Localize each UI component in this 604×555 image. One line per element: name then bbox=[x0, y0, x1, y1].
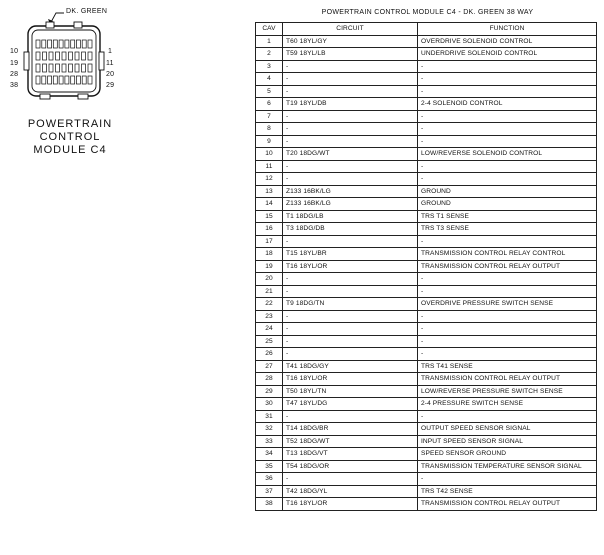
pin-cavity bbox=[71, 76, 75, 84]
function-cell: TRANSMISSION TEMPERATURE SENSOR SIGNAL bbox=[418, 460, 597, 473]
table-row bbox=[256, 198, 597, 211]
circuit-cell: T47 18YL/DG bbox=[283, 398, 418, 411]
pin-cavity bbox=[36, 52, 40, 60]
cav-cell: 38 bbox=[256, 498, 283, 511]
pin-cavity bbox=[48, 40, 52, 48]
table-row bbox=[256, 173, 597, 186]
table-row bbox=[256, 385, 597, 398]
cav-cell: 14 bbox=[256, 198, 283, 211]
function-cell: - bbox=[418, 323, 597, 336]
function-cell: OVERDRIVE PRESSURE SWITCH SENSE bbox=[418, 298, 597, 311]
function-cell: - bbox=[418, 110, 597, 123]
cav-cell: 21 bbox=[256, 285, 283, 298]
connector-title-line-3: MODULE C4 bbox=[33, 144, 107, 156]
header-cav: CAV bbox=[256, 23, 283, 36]
circuit-cell: - bbox=[283, 73, 418, 86]
pin-cavity bbox=[69, 64, 73, 72]
function-cell: TRS T41 SENSE bbox=[418, 360, 597, 373]
pin-cavity bbox=[53, 40, 57, 48]
cav-cell: 22 bbox=[256, 298, 283, 311]
connector-color-callout: DK. GREEN bbox=[66, 8, 108, 15]
pin-label-left-1: 10 bbox=[10, 48, 19, 55]
pin-cavity bbox=[43, 52, 47, 60]
function-cell: - bbox=[418, 173, 597, 186]
cav-cell: 30 bbox=[256, 398, 283, 411]
table-row bbox=[256, 73, 597, 86]
table-row bbox=[256, 298, 597, 311]
cav-cell: 11 bbox=[256, 160, 283, 173]
pin-label-right-2: 11 bbox=[106, 60, 114, 67]
function-cell: - bbox=[418, 135, 597, 148]
function-cell: TRANSMISSION CONTROL RELAY OUTPUT bbox=[418, 260, 597, 273]
pin-label-right-3: 20 bbox=[106, 71, 115, 78]
cav-cell: 20 bbox=[256, 273, 283, 286]
function-cell: - bbox=[418, 160, 597, 173]
pin-cavity bbox=[82, 52, 86, 60]
cav-cell: 31 bbox=[256, 410, 283, 423]
function-cell: LOW/REVERSE PRESSURE SWITCH SENSE bbox=[418, 385, 597, 398]
pin-cavity bbox=[36, 76, 40, 84]
function-cell: TRS T3 SENSE bbox=[418, 223, 597, 236]
function-cell: GROUND bbox=[418, 185, 597, 198]
circuit-cell: - bbox=[283, 60, 418, 73]
function-cell: - bbox=[418, 273, 597, 286]
pin-cavity bbox=[42, 40, 46, 48]
circuit-cell: T3 18DG/DB bbox=[283, 223, 418, 236]
table-row bbox=[256, 260, 597, 273]
header-function: FUNCTION bbox=[418, 23, 597, 36]
function-cell: - bbox=[418, 410, 597, 423]
pin-cavity bbox=[88, 76, 92, 84]
table-row bbox=[256, 35, 597, 48]
pin-cavity bbox=[88, 40, 92, 48]
function-cell: - bbox=[418, 285, 597, 298]
circuit-cell: T20 18DG/WT bbox=[283, 148, 418, 161]
table-row bbox=[256, 348, 597, 361]
cav-cell: 29 bbox=[256, 385, 283, 398]
table-row bbox=[256, 423, 597, 436]
function-cell: - bbox=[418, 473, 597, 486]
circuit-cell: - bbox=[283, 160, 418, 173]
cav-cell: 7 bbox=[256, 110, 283, 123]
table-row bbox=[256, 410, 597, 423]
table-row bbox=[256, 110, 597, 123]
cav-cell: 25 bbox=[256, 335, 283, 348]
table-row bbox=[256, 435, 597, 448]
pin-cavity bbox=[65, 76, 69, 84]
table-row bbox=[256, 223, 597, 236]
pin-label-left-2: 19 bbox=[10, 60, 19, 67]
table-row bbox=[256, 448, 597, 461]
pin-cavity bbox=[88, 52, 92, 60]
cav-cell: 16 bbox=[256, 223, 283, 236]
function-cell: - bbox=[418, 235, 597, 248]
circuit-cell: T19 18YL/DB bbox=[283, 98, 418, 111]
cav-cell: 18 bbox=[256, 248, 283, 261]
cav-cell: 33 bbox=[256, 435, 283, 448]
function-cell: TRS T1 SENSE bbox=[418, 210, 597, 223]
table-row bbox=[256, 373, 597, 386]
circuit-cell: - bbox=[283, 85, 418, 98]
cav-cell: 34 bbox=[256, 448, 283, 461]
pin-cavity bbox=[69, 52, 73, 60]
connector-title bbox=[20, 118, 120, 157]
function-cell: - bbox=[418, 348, 597, 361]
circuit-cell: T1 18DG/LB bbox=[283, 210, 418, 223]
table-row bbox=[256, 273, 597, 286]
table-row bbox=[256, 485, 597, 498]
function-cell: - bbox=[418, 335, 597, 348]
cav-cell: 5 bbox=[256, 85, 283, 98]
circuit-cell: Z133 16BK/LG bbox=[283, 198, 418, 211]
cav-cell: 8 bbox=[256, 123, 283, 136]
connector-face-drawing bbox=[0, 0, 140, 115]
table-row bbox=[256, 148, 597, 161]
pin-cavity bbox=[49, 52, 53, 60]
cav-cell: 23 bbox=[256, 310, 283, 323]
cav-cell: 4 bbox=[256, 73, 283, 86]
circuit-cell: T13 18DG/VT bbox=[283, 448, 418, 461]
header-circuit: CIRCUIT bbox=[283, 23, 418, 36]
function-cell: TRS T42 SENSE bbox=[418, 485, 597, 498]
pin-cavity bbox=[56, 52, 60, 60]
cav-cell: 13 bbox=[256, 185, 283, 198]
pin-cavity bbox=[48, 76, 52, 84]
circuit-cell: - bbox=[283, 335, 418, 348]
cav-cell: 36 bbox=[256, 473, 283, 486]
table-row bbox=[256, 210, 597, 223]
table-row bbox=[256, 498, 597, 511]
cav-cell: 9 bbox=[256, 135, 283, 148]
pin-cavity bbox=[82, 64, 86, 72]
circuit-cell: T60 18YL/GY bbox=[283, 35, 418, 48]
pin-cavity bbox=[53, 76, 57, 84]
circuit-cell: - bbox=[283, 348, 418, 361]
circuit-cell: T16 18YL/OR bbox=[283, 498, 418, 511]
pin-cavity bbox=[71, 40, 75, 48]
table-row bbox=[256, 335, 597, 348]
pin-label-left-3: 28 bbox=[10, 71, 19, 78]
pin-cavity bbox=[36, 40, 40, 48]
table-row bbox=[256, 123, 597, 136]
function-cell: TRANSMISSION CONTROL RELAY OUTPUT bbox=[418, 373, 597, 386]
function-cell: - bbox=[418, 123, 597, 136]
table-row bbox=[256, 185, 597, 198]
table-row bbox=[256, 285, 597, 298]
circuit-cell: - bbox=[283, 235, 418, 248]
cav-cell: 12 bbox=[256, 173, 283, 186]
table-title: POWERTRAIN CONTROL MODULE C4 - DK. GREEN 38 WAY bbox=[321, 9, 534, 16]
connector-diagram bbox=[0, 0, 250, 200]
function-cell: GROUND bbox=[418, 198, 597, 211]
cav-cell: 26 bbox=[256, 348, 283, 361]
pin-cavity bbox=[59, 76, 63, 84]
circuit-cell: T54 18DG/OR bbox=[283, 460, 418, 473]
pin-label-right-1: 1 bbox=[108, 48, 113, 55]
cav-cell: 37 bbox=[256, 485, 283, 498]
cav-cell: 2 bbox=[256, 48, 283, 61]
circuit-cell: T16 18YL/OR bbox=[283, 260, 418, 273]
cav-cell: 17 bbox=[256, 235, 283, 248]
cav-cell: 3 bbox=[256, 60, 283, 73]
cav-cell: 6 bbox=[256, 98, 283, 111]
pin-cavity bbox=[82, 40, 86, 48]
pin-cavity bbox=[62, 52, 66, 60]
table-row bbox=[256, 460, 597, 473]
circuit-cell: - bbox=[283, 323, 418, 336]
pin-cavity bbox=[76, 76, 80, 84]
circuit-cell: - bbox=[283, 273, 418, 286]
cav-cell: 28 bbox=[256, 373, 283, 386]
function-cell: OVERDRIVE SOLENOID CONTROL bbox=[418, 35, 597, 48]
cav-cell: 32 bbox=[256, 423, 283, 436]
pin-label-left-4: 38 bbox=[10, 82, 19, 89]
pin-cavity bbox=[76, 40, 80, 48]
function-cell: - bbox=[418, 60, 597, 73]
pin-cavity bbox=[65, 40, 69, 48]
circuit-cell: T41 18DG/GY bbox=[283, 360, 418, 373]
pin-cavity bbox=[88, 64, 92, 72]
circuit-cell: T9 18DG/TN bbox=[283, 298, 418, 311]
pin-cavity bbox=[36, 64, 40, 72]
connector-title-line-2: CONTROL bbox=[39, 131, 101, 143]
circuit-cell: - bbox=[283, 135, 418, 148]
function-cell: 2-4 SOLENOID CONTROL bbox=[418, 98, 597, 111]
function-cell: TRANSMISSION CONTROL RELAY CONTROL bbox=[418, 248, 597, 261]
cav-cell: 35 bbox=[256, 460, 283, 473]
table-row bbox=[256, 160, 597, 173]
pin-cavity bbox=[75, 64, 79, 72]
table-row bbox=[256, 235, 597, 248]
circuit-cell: Z133 16BK/LG bbox=[283, 185, 418, 198]
function-cell: UNDERDRIVE SOLENOID CONTROL bbox=[418, 48, 597, 61]
circuit-cell: T52 18DG/WT bbox=[283, 435, 418, 448]
cav-cell: 27 bbox=[256, 360, 283, 373]
table-row bbox=[256, 135, 597, 148]
table-row bbox=[256, 360, 597, 373]
table-row bbox=[256, 85, 597, 98]
table-row bbox=[256, 48, 597, 61]
function-cell: 2-4 PRESSURE SWITCH SENSE bbox=[418, 398, 597, 411]
circuit-cell: - bbox=[283, 173, 418, 186]
circuit-cell: - bbox=[283, 410, 418, 423]
pin-cavity bbox=[62, 64, 66, 72]
circuit-cell: - bbox=[283, 110, 418, 123]
table-row bbox=[256, 310, 597, 323]
pin-label-right-4: 29 bbox=[106, 82, 115, 89]
pin-cavity bbox=[56, 64, 60, 72]
table-row bbox=[256, 248, 597, 261]
connector-title-line-1: POWERTRAIN bbox=[27, 118, 113, 130]
pin-cavity bbox=[59, 40, 63, 48]
cav-cell: 15 bbox=[256, 210, 283, 223]
pin-cavity bbox=[43, 64, 47, 72]
circuit-cell: T16 18YL/OR bbox=[283, 373, 418, 386]
table-row bbox=[256, 323, 597, 336]
circuit-cell: T15 18YL/BR bbox=[283, 248, 418, 261]
cav-cell: 19 bbox=[256, 260, 283, 273]
function-cell: LOW/REVERSE SOLENOID CONTROL bbox=[418, 148, 597, 161]
table-row bbox=[256, 473, 597, 486]
table-header-row bbox=[256, 23, 597, 36]
table-row bbox=[256, 60, 597, 73]
circuit-cell: - bbox=[283, 285, 418, 298]
table-row bbox=[256, 398, 597, 411]
cav-cell: 10 bbox=[256, 148, 283, 161]
table-row bbox=[256, 98, 597, 111]
function-cell: INPUT SPEED SENSOR SIGNAL bbox=[418, 435, 597, 448]
function-cell: TRANSMISSION CONTROL RELAY OUTPUT bbox=[418, 498, 597, 511]
pin-cavity bbox=[42, 76, 46, 84]
function-cell: OUTPUT SPEED SENSOR SIGNAL bbox=[418, 423, 597, 436]
function-cell: - bbox=[418, 85, 597, 98]
circuit-cell: - bbox=[283, 473, 418, 486]
circuit-cell: T14 18DG/BR bbox=[283, 423, 418, 436]
pin-cavity bbox=[82, 76, 86, 84]
function-cell: SPEED SENSOR GROUND bbox=[418, 448, 597, 461]
function-cell: - bbox=[418, 310, 597, 323]
cav-cell: 1 bbox=[256, 35, 283, 48]
cav-cell: 24 bbox=[256, 323, 283, 336]
circuit-cell: T42 18DG/YL bbox=[283, 485, 418, 498]
pin-cavity bbox=[75, 52, 79, 60]
circuit-cell: T59 18YL/LB bbox=[283, 48, 418, 61]
pinout-table bbox=[255, 22, 597, 511]
circuit-cell: - bbox=[283, 123, 418, 136]
pin-cavity bbox=[49, 64, 53, 72]
circuit-cell: T50 18YL/TN bbox=[283, 385, 418, 398]
circuit-cell: - bbox=[283, 310, 418, 323]
function-cell: - bbox=[418, 73, 597, 86]
